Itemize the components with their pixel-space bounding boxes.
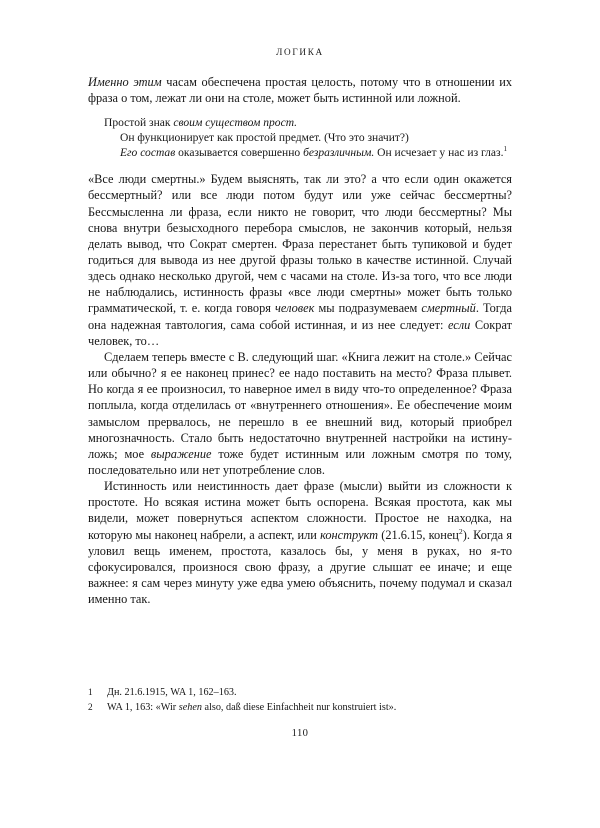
truth-seg-4: ). Когда я уловил вещь именем, простота, казалось бы, у меня в руках, но я-то сфокусировался, произнося свою фразу, а другие слышат ее иначе; и еще важнее: я сам через минуту уже едва умею объяснить, почему подумал и сказал именно так. [88, 527, 512, 607]
truth-seg-3: (21.6.15, конец [378, 527, 459, 542]
footnote-item [88, 701, 512, 716]
mortals-italic-chelovek: человек [275, 301, 315, 316]
footnote-area [88, 686, 512, 715]
opening-italic-lead: Именно этим [88, 75, 162, 89]
opening-text: часам обеспечена простая целость, потому что в отношении их фраза о том, лежат ли они на столе, может быть истинной или ложной. [88, 75, 512, 106]
book-seg-3: тоже будет истинным или ложным смотря по тому, последовательно или нет употребление слов. [88, 446, 512, 478]
quote-line-3-italic-2: безразличным. [303, 147, 375, 160]
quote-line-3-tail: Он исчезает у нас из глаз. [374, 147, 504, 160]
quote-line-3-italic: Его состав [120, 147, 176, 160]
footnote-text: Дн. 21.6.1915, WA 1, 162–163. [107, 687, 237, 698]
paragraph-truth [88, 478, 512, 607]
running-head: ЛОГИКА [276, 47, 324, 57]
footnote-2-italic: sehen [178, 701, 202, 713]
mortals-seg-5: . Тогда она надежная тавтология, сама собой истинная, и из нее следует: [88, 301, 512, 332]
footnote-marker-1[interactable]: 1 [503, 145, 508, 154]
quote-line-2: Он функционирует как простой предмет. (Что это значит?) [120, 132, 409, 145]
paragraph-mortals [88, 171, 512, 349]
mortals-italic-esli: если [447, 317, 471, 332]
footnote-number: 2 [88, 702, 93, 713]
footnote-marker-2[interactable]: 2 [458, 526, 463, 536]
truth-italic-konstrukt: конструкт [320, 527, 379, 542]
mortals-seg-1: «Все люди смертны.» Будем выяснять, так ли это? а что если один окажется бессмертный? или все люди потом будут или уже сейчас бессмертны? Бессмысленна ли фраза, если никто не говорит, что люди бессмертны? Мы снова внутри безысходного перебора смыслов, не закончив который, нельзя делать вывод, что Сократ смертен. Фраза перестанет быть тупиковой и будет годиться для вывода из нее другой фразы только в качестве истинной. Случай здесь однако несколько другой, чем с часами на столе. Из-за того, что все люди не наблюдались, истинность фразы «все люди смертны» может быть только грамматической, т. е. когда говоря [88, 172, 512, 316]
page-number: 110 [291, 728, 309, 739]
block-quote [88, 116, 512, 162]
quote-line-1-plain: Простой знак [104, 116, 174, 129]
quote-line-1 [104, 116, 512, 131]
mortals-seg-3: мы подразумеваем [314, 301, 422, 316]
book-italic-vyrazhenie: выражение [150, 446, 212, 461]
quote-line-1-italic: своим существом прост. [173, 116, 298, 129]
quote-line-3 [104, 146, 512, 161]
paragraph-book [88, 349, 512, 478]
page-body [88, 74, 512, 607]
footnote-number: 1 [88, 688, 93, 698]
footnote-2-pre: WA 1, 163: «Wir [107, 701, 179, 713]
footnote-2-post: also, daß diese Einfachheit nur konstruiert ist». [201, 701, 397, 713]
paragraph-opening [88, 74, 512, 106]
mortals-seg-7: Сократ человек, то… [88, 317, 512, 348]
mortals-italic-smertny: смертный [421, 301, 476, 316]
footnote-item [88, 686, 512, 701]
footnote-text [107, 701, 512, 716]
quote-line-3-mid: оказывается совершенно [175, 147, 304, 160]
book-seg-1: Сделаем теперь вместе с В. следующий шаг. «Книга лежит на столе.» Сейчас или обычно? я ее наконец принес? ее надо поставить на место? Фраза плывет. Но когда я ее произносил, то наверное имел в виду что-то определенное? Фраза поплыла, когда отделилась от «внутреннего отношения». Ее обеспечение моим замыслом прервалось, не перешло в ее внешний вид, который приобрел многозначность. Стало быть недостаточно внутренней настройки на истину-ложь; мое [88, 349, 512, 461]
truth-seg-1: Истинность или неистинность дает фразе (мысли) выйти из сложности к простоте. Но всякая истина может быть оспорена. Всякая простота, как мы видели, может повернуться аспектом сложности. Простое не находка, на которую мы наконец набрели, а аспект, или [88, 479, 512, 542]
